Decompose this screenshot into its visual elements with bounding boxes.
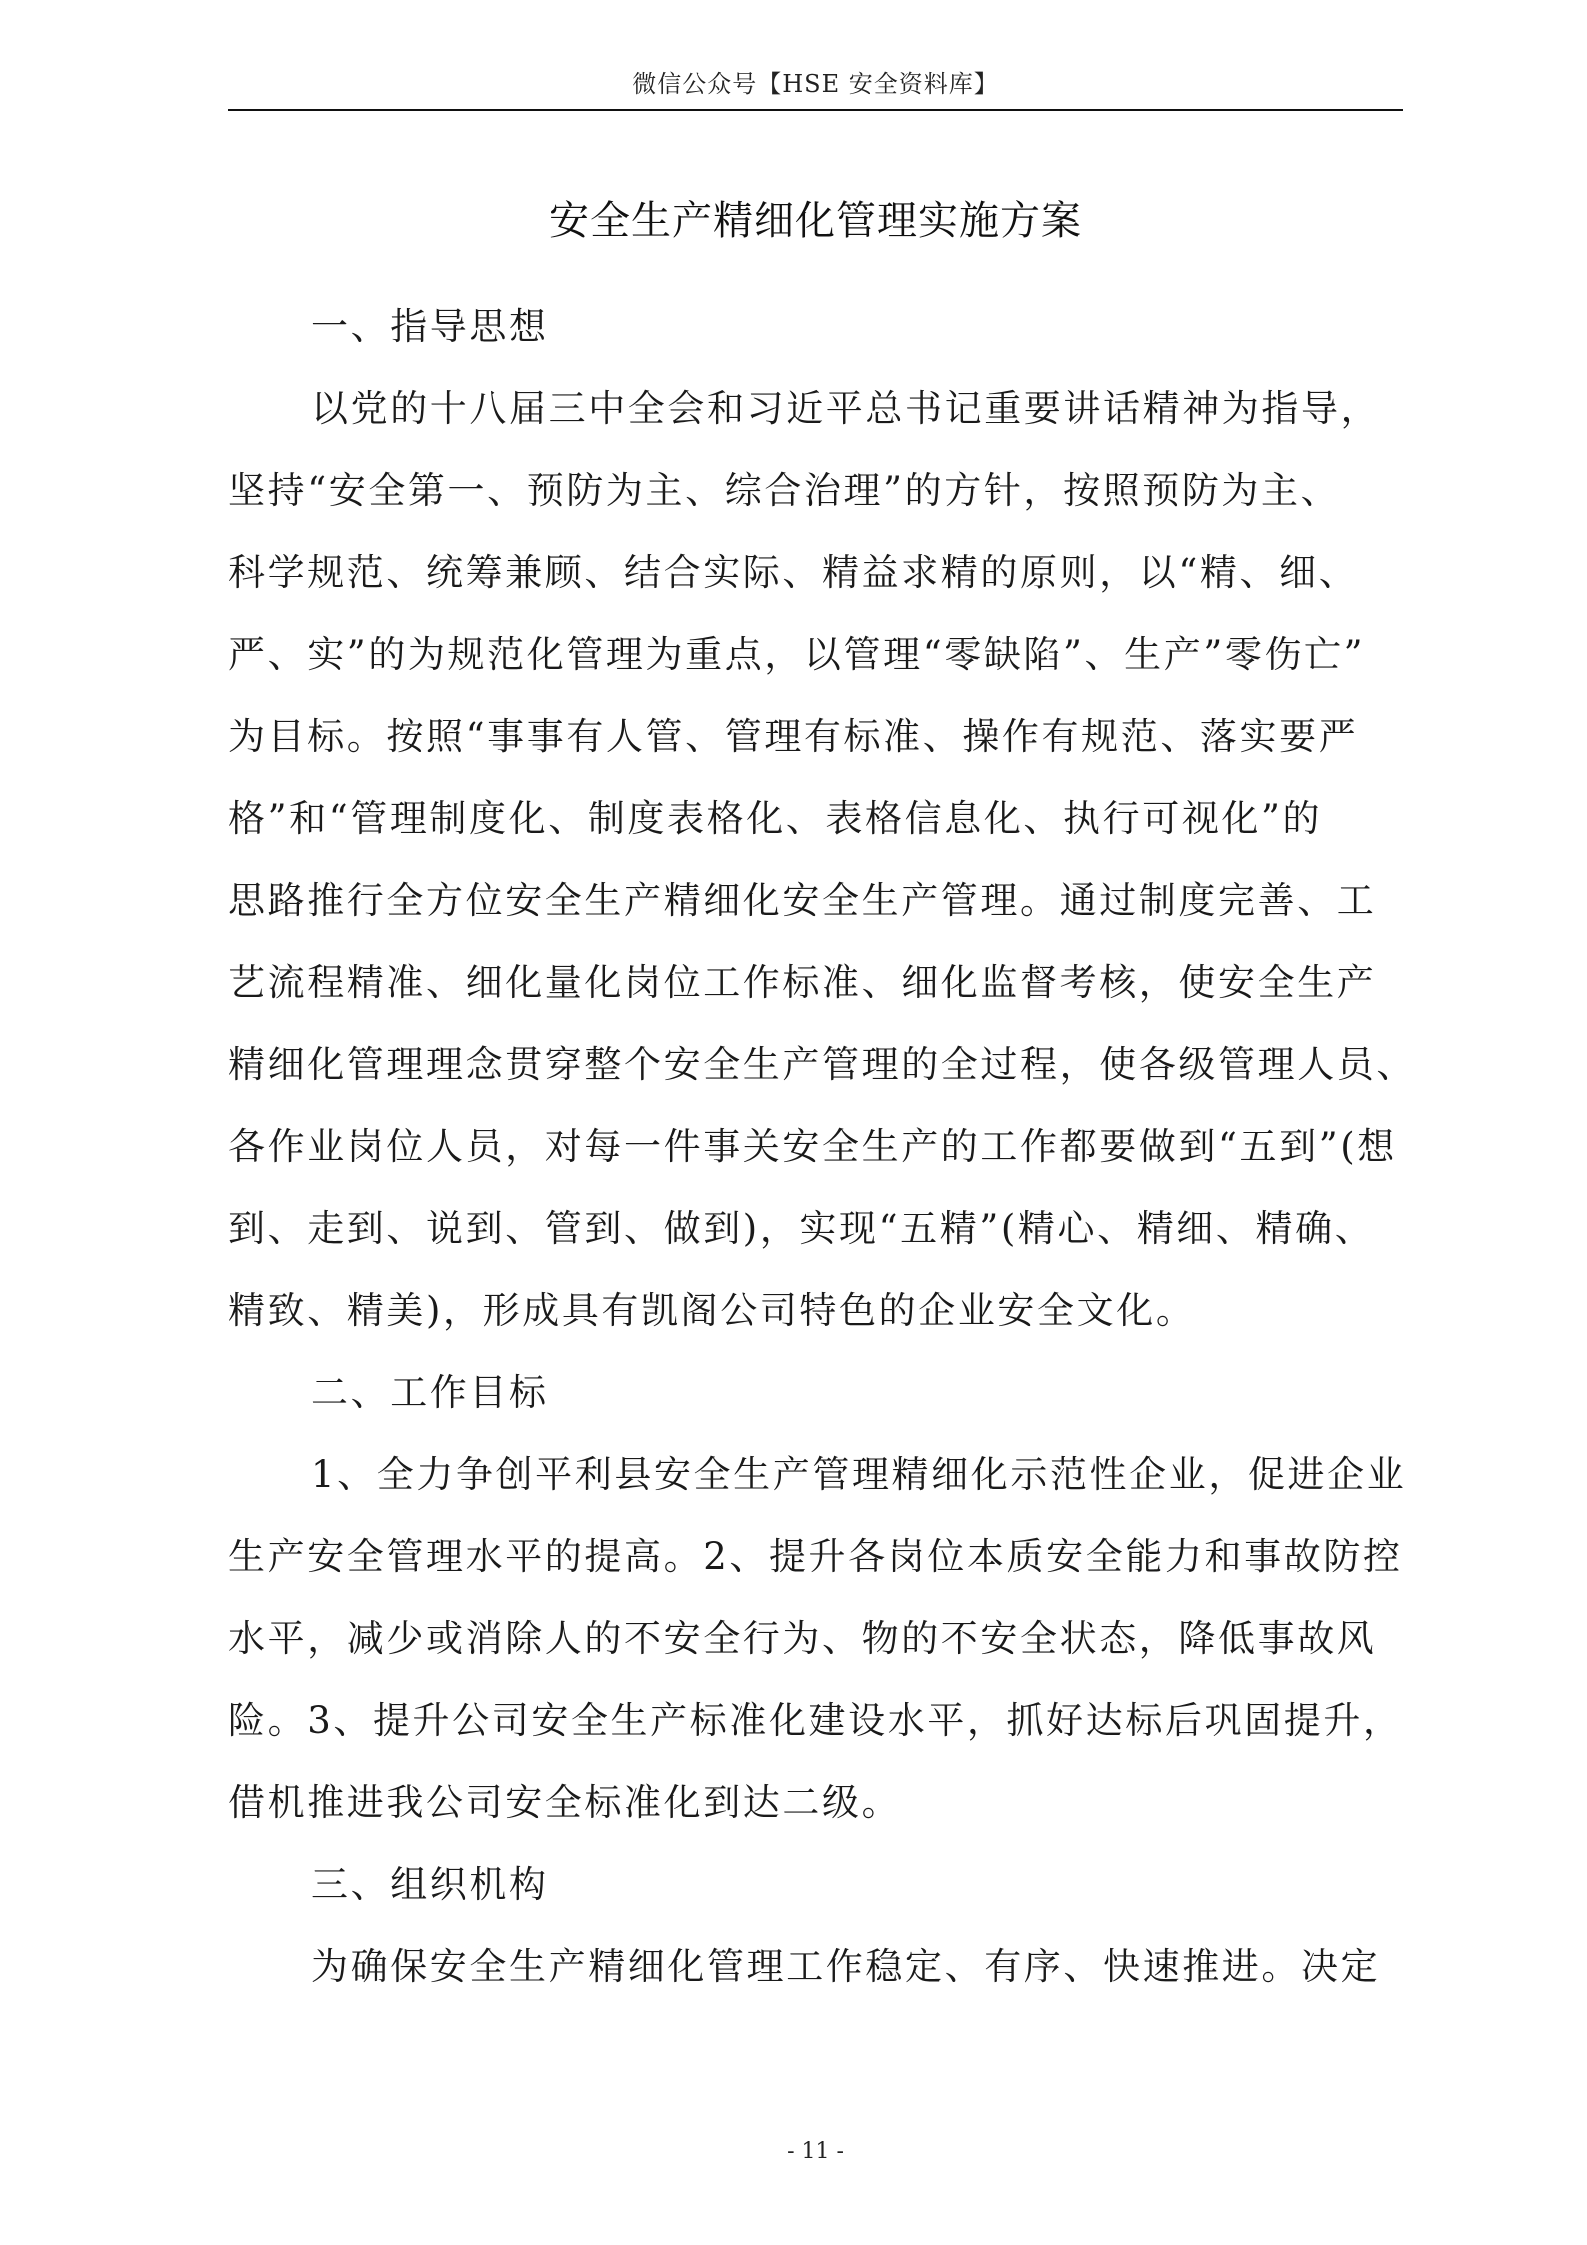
header-divider — [228, 109, 1403, 111]
document-title: 安全生产精细化管理实施方案 — [549, 198, 1082, 244]
text-line: 精致、精美)，形成具有凯阁公司特色的企业安全文化。 — [228, 1289, 1196, 1332]
text-line: 坚持“安全第一、预防为主、综合治理”的方针，按照预防为主、 — [228, 469, 1341, 512]
text-line: 生产安全管理水平的提高。2、提升各岗位本质安全能力和事故防控 — [228, 1535, 1403, 1578]
page-header: 微信公众号【HSE 安全资料库】 — [632, 70, 999, 98]
text-line: 艺流程精准、细化量化岗位工作标准、细化监督考核，使安全生产 — [228, 961, 1377, 1004]
text-line: 严、实”的为规范化管理为重点，以管理“零缺陷”、生产”零伤亡” — [228, 633, 1366, 676]
text-line: 险。3、提升公司安全生产标准化建设水平，抓好达标后巩固提升， — [228, 1699, 1403, 1742]
text-line: 为目标。按照“事事有人管、管理有标准、操作有规范、落实要严 — [228, 715, 1359, 758]
page-number: - 11 - — [787, 2139, 844, 2164]
text-line: 1、全力争创平利县安全生产管理精细化示范性企业，促进企业 — [311, 1453, 1407, 1496]
text-line: 借机推进我公司安全标准化到达二级。 — [228, 1781, 902, 1824]
text-line: 二、工作目标 — [311, 1371, 549, 1414]
text-line: 为确保安全生产精细化管理工作稳定、有序、快速推进。决定 — [311, 1945, 1381, 1988]
text-line: 一、指导思想 — [311, 305, 549, 348]
text-line: 精细化管理理念贯穿整个安全生产管理的全过程，使各级管理人员、 — [228, 1043, 1416, 1086]
text-line: 格”和“管理制度化、制度表格化、表格信息化、执行可视化”的 — [228, 797, 1323, 840]
text-line: 思路推行全方位安全生产精细化安全生产管理。通过制度完善、工 — [228, 879, 1377, 922]
text-line: 各作业岗位人员，对每一件事关安全生产的工作都要做到“五到”(想 — [228, 1125, 1397, 1168]
text-line: 水平，减少或消除人的不安全行为、物的不安全状态，降低事故风 — [228, 1617, 1377, 1660]
document-body — [228, 286, 1416, 2008]
text-line: 三、组织机构 — [311, 1863, 549, 1906]
text-line: 到、走到、说到、管到、做到)，实现“五精”(精心、精细、精确、 — [228, 1207, 1375, 1250]
text-line: 科学规范、统筹兼顾、结合实际、精益求精的原则，以“精、细、 — [228, 551, 1359, 594]
text-line: 以党的十八届三中全会和习近平总书记重要讲话精神为指导， — [311, 387, 1381, 430]
